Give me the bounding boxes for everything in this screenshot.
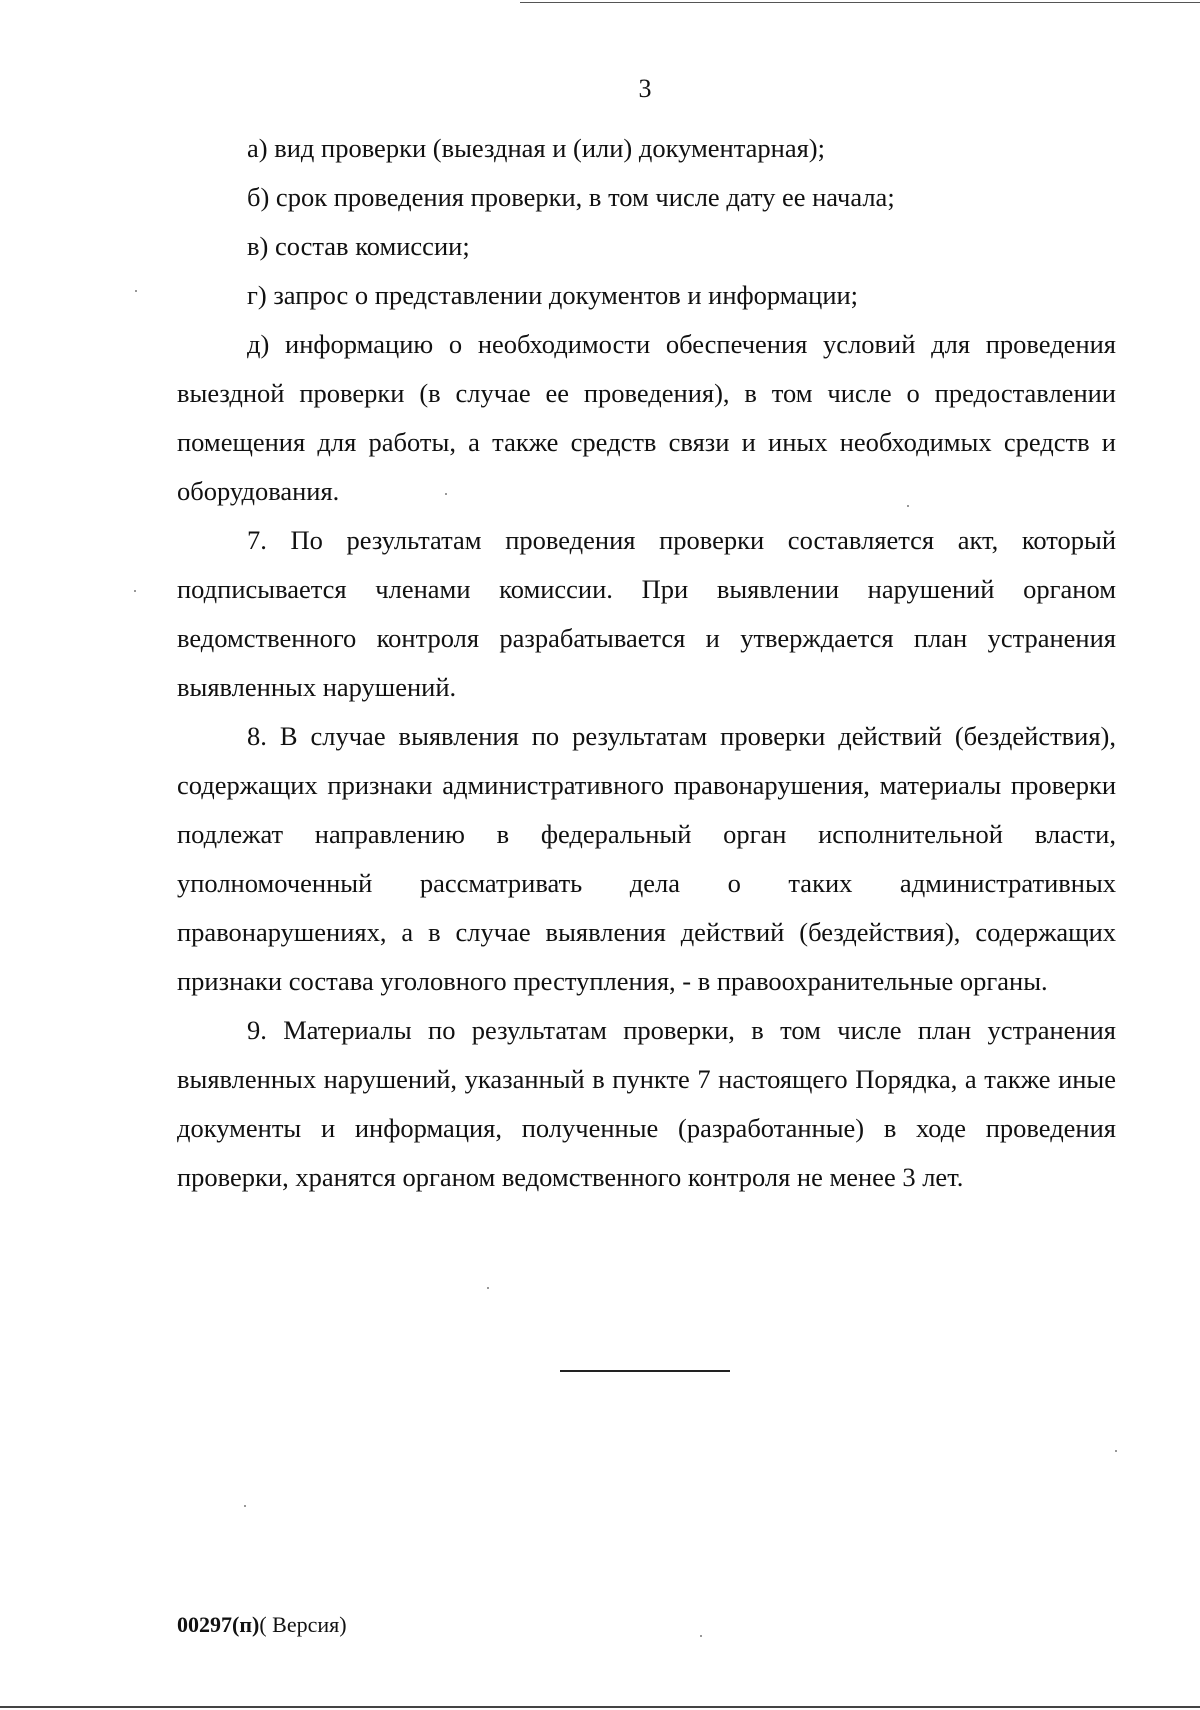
scan-speck xyxy=(135,290,137,292)
paragraph-7: 7. По результатам проведения проверки составляется акт, который подписывается членами комиссии. При выявлении нарушений органом ведомственного контроля разрабатывается и утверждается план устранения выявленных нарушений. xyxy=(177,525,1116,702)
paragraph-item-g: г) запрос о представлении документов и информации; xyxy=(247,280,859,310)
scan-speck xyxy=(700,1635,702,1637)
scan-speck xyxy=(1115,1450,1117,1452)
scan-edge-bottom xyxy=(0,1706,1200,1708)
paragraph-item-a: а) вид проверки (выездная и (или) документарная); xyxy=(247,133,825,163)
footer xyxy=(177,1612,347,1638)
footer-version: ( Версия) xyxy=(259,1612,347,1637)
scan-speck xyxy=(487,1287,489,1289)
scan-speck xyxy=(244,1505,246,1507)
page-number: 3 xyxy=(638,74,652,103)
scan-speck xyxy=(445,493,447,495)
scan-speck xyxy=(134,590,136,592)
paragraph-item-b: б) срок проведения проверки, в том числе дату ее начала; xyxy=(247,182,895,212)
paragraph-9: 9. Материалы по результатам проверки, в том числе план устранения выявленных нарушений, указанный в пункте 7 настоящего Порядка, а также иные документы и информация, полученные (разработанные) в ходе проведения проверки, хранятся органом ведомственного контроля не менее 3 лет. xyxy=(177,1015,1116,1192)
paragraph-item-d: д) информацию о необходимости обеспечения условий для проведения выездной проверки (в случае ее проведения), в том числе о предоставлении помещения для работы, а также средств связи и иных необходимых средств и оборудования. xyxy=(177,329,1116,506)
document-body xyxy=(177,124,1116,1202)
footer-document-code: 00297(п) xyxy=(177,1612,260,1637)
paragraph-item-v: в) состав комиссии; xyxy=(247,231,470,261)
paragraph-8: 8. В случае выявления по результатам проверки действий (бездействия), содержащих признаки административного правонарушения, материалы проверки подлежат направлению в федеральный орган исполнительной власти, уполномоченный рассматривать дела о таких административных правонарушениях, а в случае выявления действий (бездействия), содержащих признаки состава уголовного преступления, - в правоохранительные органы. xyxy=(177,721,1116,996)
end-divider xyxy=(560,1370,730,1372)
scan-speck xyxy=(907,505,909,507)
scan-edge-top xyxy=(520,2,1200,3)
